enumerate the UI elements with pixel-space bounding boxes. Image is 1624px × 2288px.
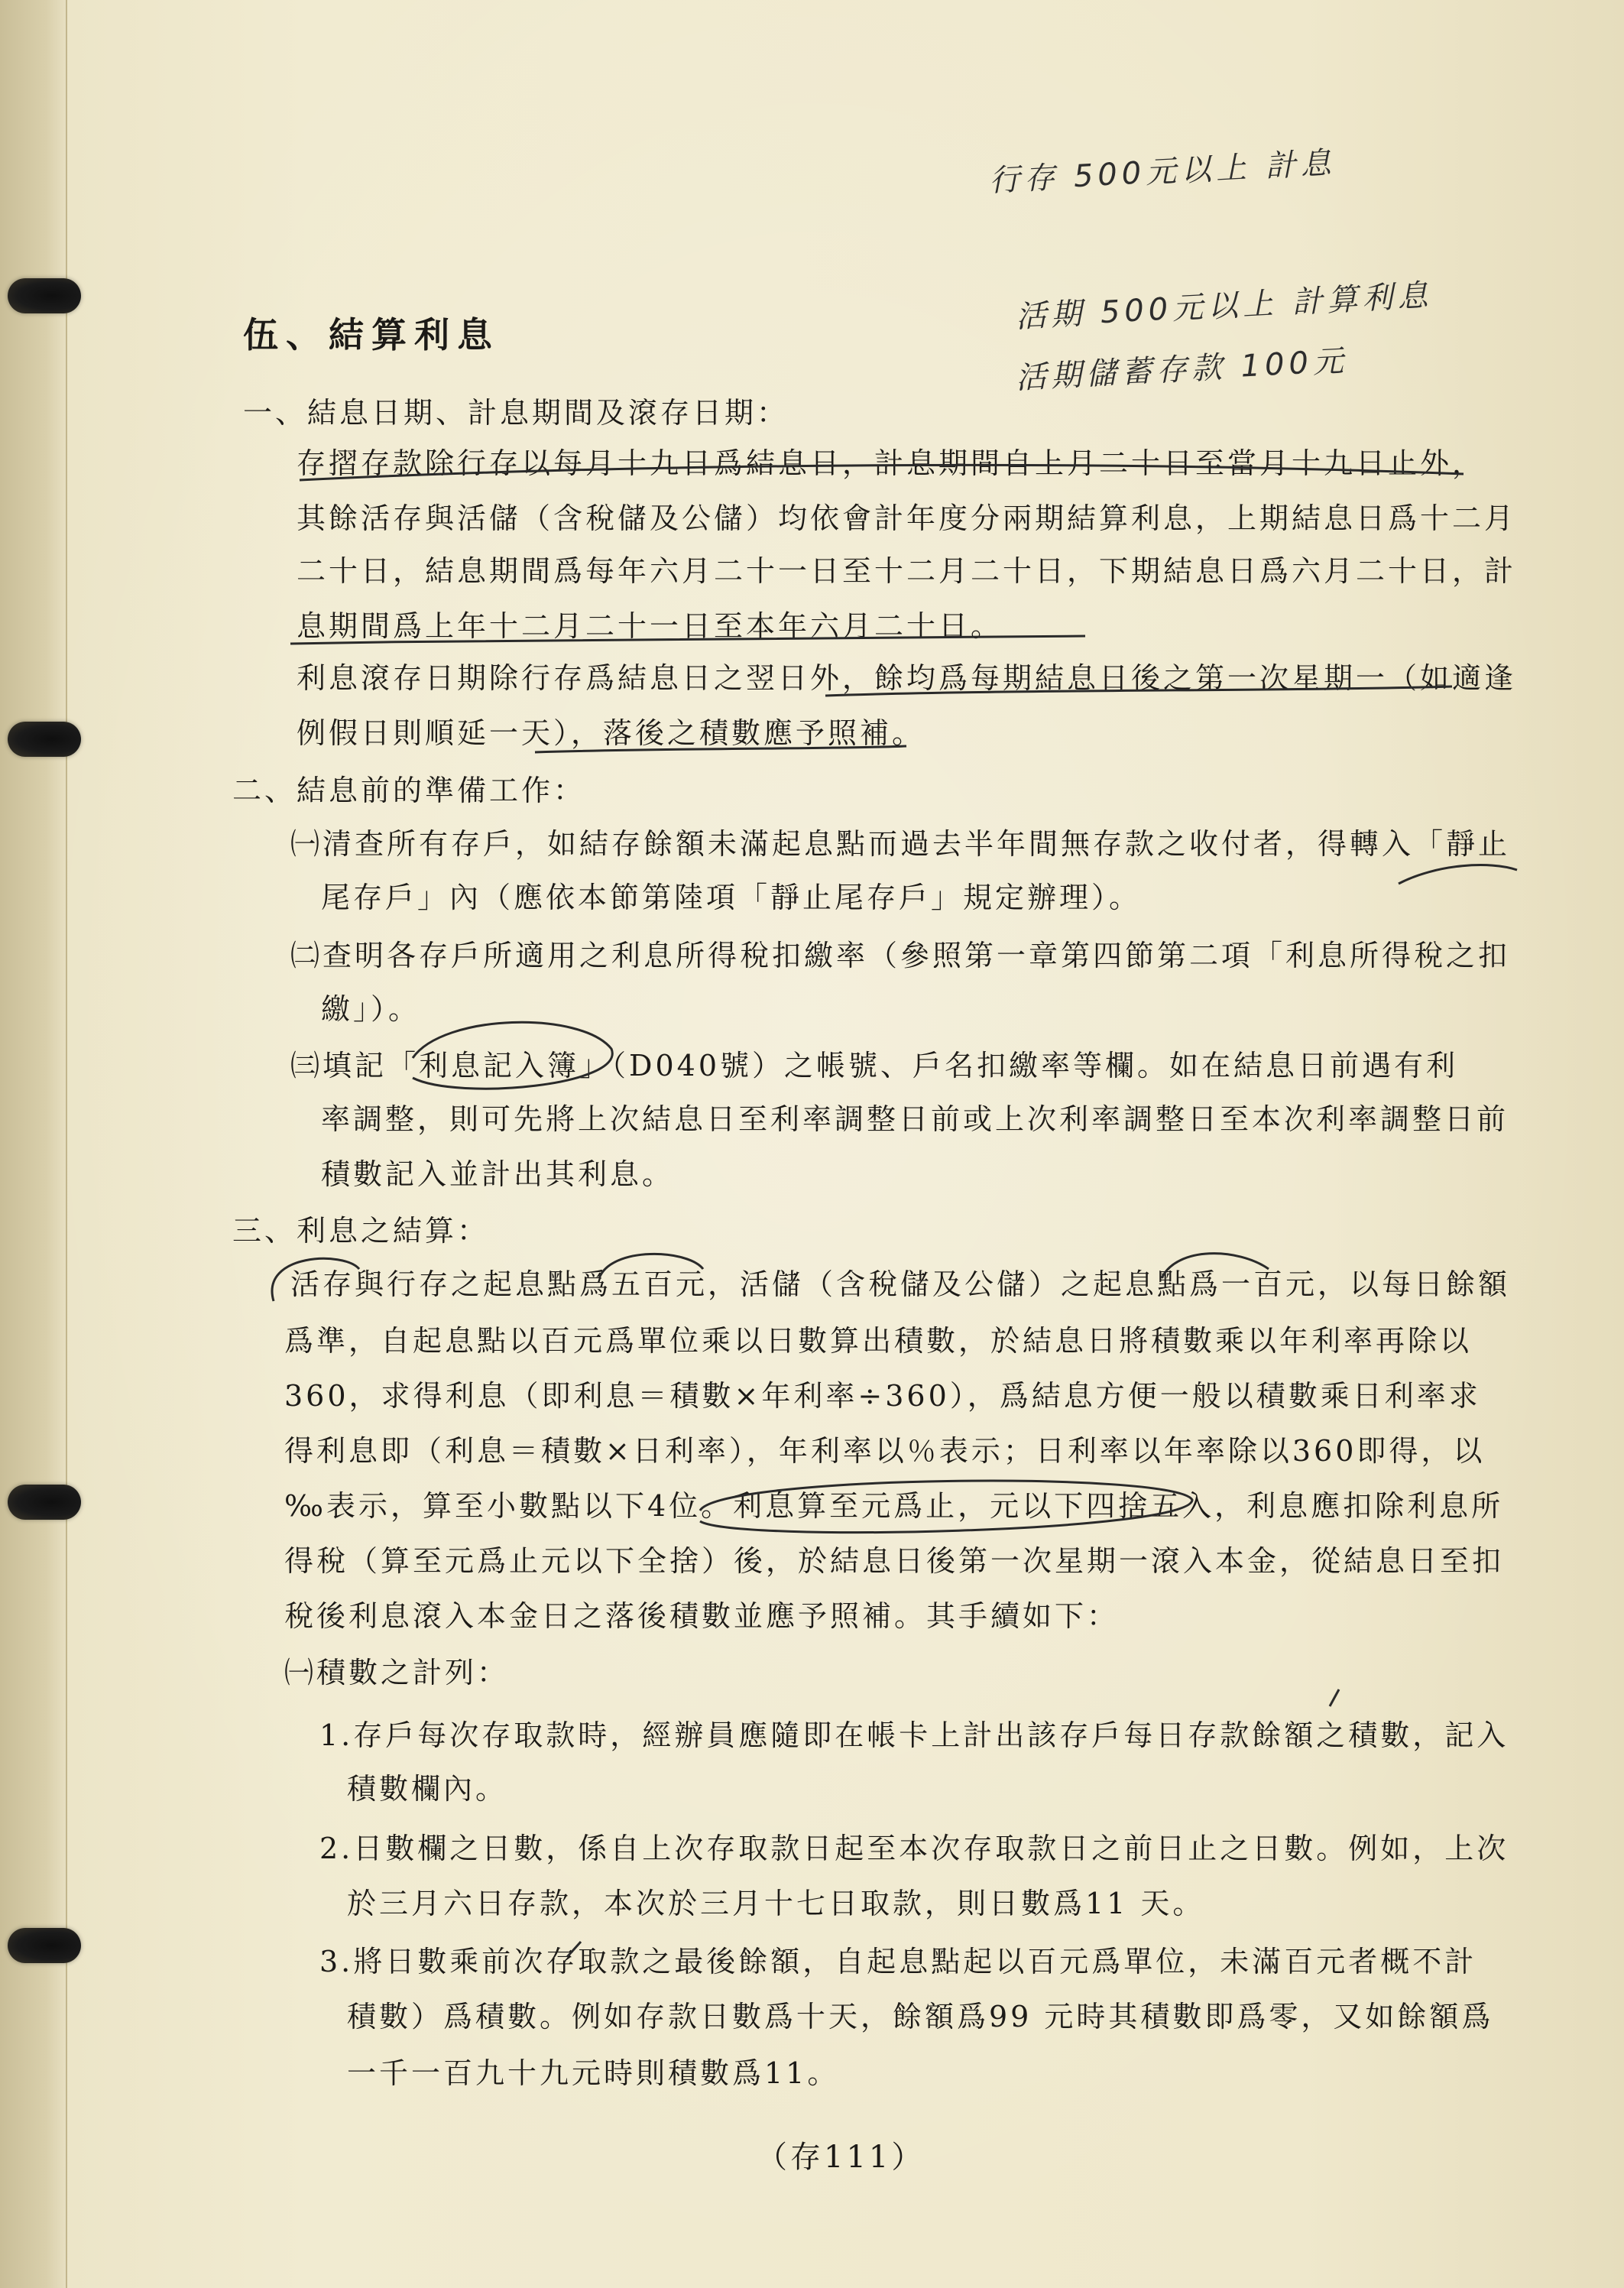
list-item-line: 積數記入並計出其利息。 — [321, 1157, 675, 1191]
underline-mark — [825, 686, 1452, 696]
numbered-item-line: 一千一百九十九元時則積數爲11。 — [347, 2056, 840, 2090]
underline-mark — [535, 746, 906, 752]
list-item-line: ㈡查明各存戶所適用之利息所得稅扣繳率（參照第一章第四節第二項「利息所得稅之扣 — [290, 939, 1511, 972]
paragraph-line: 存摺存款除行存以每月十九日爲結息日，計息期間自上月二十日至當月十九日止外， — [297, 446, 1485, 480]
paragraph-line: 活存與行存之起息點爲五百元，活儲（含稅儲及公儲）之起息點爲一百元，以每日餘額 — [290, 1267, 1511, 1301]
list-item-line: ㈠清查所有存戶，如結存餘額未滿起息點而過去半年間無存款之收付者，得轉入「靜止 — [290, 827, 1511, 861]
subsection-title-1: 一、結息日期、計息期間及滾存日期： — [243, 396, 789, 430]
numbered-item-line: 3.將日數乘前次存取款之最後餘額，自起息點起以百元爲單位，未滿百元者概不計 — [319, 1945, 1477, 1978]
circle-mark — [599, 1254, 703, 1278]
paragraph-line: 爲準，自起息點以百元爲單位乘以日數算出積數，於結息日將積數乘以年利率再除以 — [284, 1324, 1473, 1358]
pen-stroke — [1330, 1689, 1339, 1706]
subsection-title-2: 二、結息前的準備工作： — [232, 774, 586, 807]
numbered-item-line: 積數欄內。 — [347, 1772, 508, 1806]
paragraph-line: 息期間爲上年十二月二十一日至本年六月二十日。 — [297, 609, 1003, 643]
paragraph-line: 其餘活存與活儲（含稅儲及公儲）均依會計年度分兩期結算利息，上期結息日爲十二月 — [297, 501, 1517, 535]
underline-mark — [300, 465, 1464, 480]
pen-stroke — [567, 1942, 581, 1957]
paragraph-line: 稅後利息滾入本金日之落後積數並應予照補。其手續如下： — [284, 1599, 1120, 1633]
numbered-item-line: 於三月六日存款，本次於三月十七日取款，則日數爲11 天。 — [347, 1887, 1205, 1920]
circle-mark — [413, 1022, 612, 1089]
list-item-line: 尾存戶」內（應依本節第陸項「靜止尾存戶」規定辦理）。 — [321, 881, 1142, 914]
handwritten-note-top: 行存 500元以上 計息 — [988, 145, 1337, 199]
numbered-item-line: 2.日數欄之日數，係自上次存取款日起至本次存取款日之前日止之日數。例如，上次 — [319, 1832, 1509, 1865]
circle-mark — [272, 1258, 359, 1301]
circle-mark — [700, 1481, 1192, 1533]
subsection-title-3: 三、利息之結算： — [232, 1214, 490, 1248]
paragraph-line: 例假日則順延一天），落後之積數應予照補。 — [297, 716, 925, 750]
paragraph-line: ‰表示，算至小數點以下4位。利息算至元爲止，元以下四捨五入，利息應扣除利息所 — [284, 1489, 1504, 1523]
list-item-line: ㈢填記「利息記入簿」（D040號）之帳號、戶名扣繳率等欄。如在結息日前遇有利 — [290, 1049, 1459, 1082]
paragraph-line: 二十日，結息期間爲每年六月二十一日至十二月二十日，下期結息日爲六月二十日，計 — [297, 554, 1517, 588]
paragraph-line: 利息滾存日期除行存爲結息日之翌日外，餘均爲每期結息日後之第一次星期一（如適逢 — [297, 661, 1517, 695]
handwritten-note-line1: 活期 500元以上 計算利息 — [1015, 277, 1434, 335]
numbered-item-line: 積數）爲積數。例如存款日數爲十天，餘額爲99 元時其積數即爲零，又如餘額爲 — [347, 2000, 1494, 2033]
paragraph-line: 得利息即（利息＝積數×日利率），年利率以％表示；日利率以年率除以360即得，以 — [284, 1434, 1486, 1468]
underline-mark — [290, 636, 1085, 644]
pen-stroke — [1399, 865, 1517, 884]
numbered-item-line: 1.存戶每次存取款時，經辦員應隨即在帳卡上計出該存戶每日存款餘額之積數，記入 — [319, 1718, 1509, 1752]
paragraph-line: 得稅（算至元爲止元以下全捨）後，於結息日後第一次星期一滾入本金，從結息日至扣 — [284, 1544, 1505, 1578]
list-item-line: ㈠積數之計列： — [284, 1656, 510, 1689]
list-item-line: 率調整，則可先將上次結息日至利率調整日前或上次利率調整日至本次利率調整日前 — [321, 1102, 1509, 1136]
section-heading: 伍、結算利息 — [243, 314, 500, 355]
paragraph-line: 360，求得利息（即利息＝積數×年利率÷360），爲結息方便一般以積數乘日利率求 — [284, 1379, 1481, 1413]
page-number: （存111） — [757, 2140, 925, 2175]
list-item-line: 繳」）。 — [321, 992, 421, 1026]
handwritten-note-line2: 活期儲蓄存款 100元 — [1015, 343, 1349, 396]
circle-mark — [1162, 1254, 1269, 1278]
